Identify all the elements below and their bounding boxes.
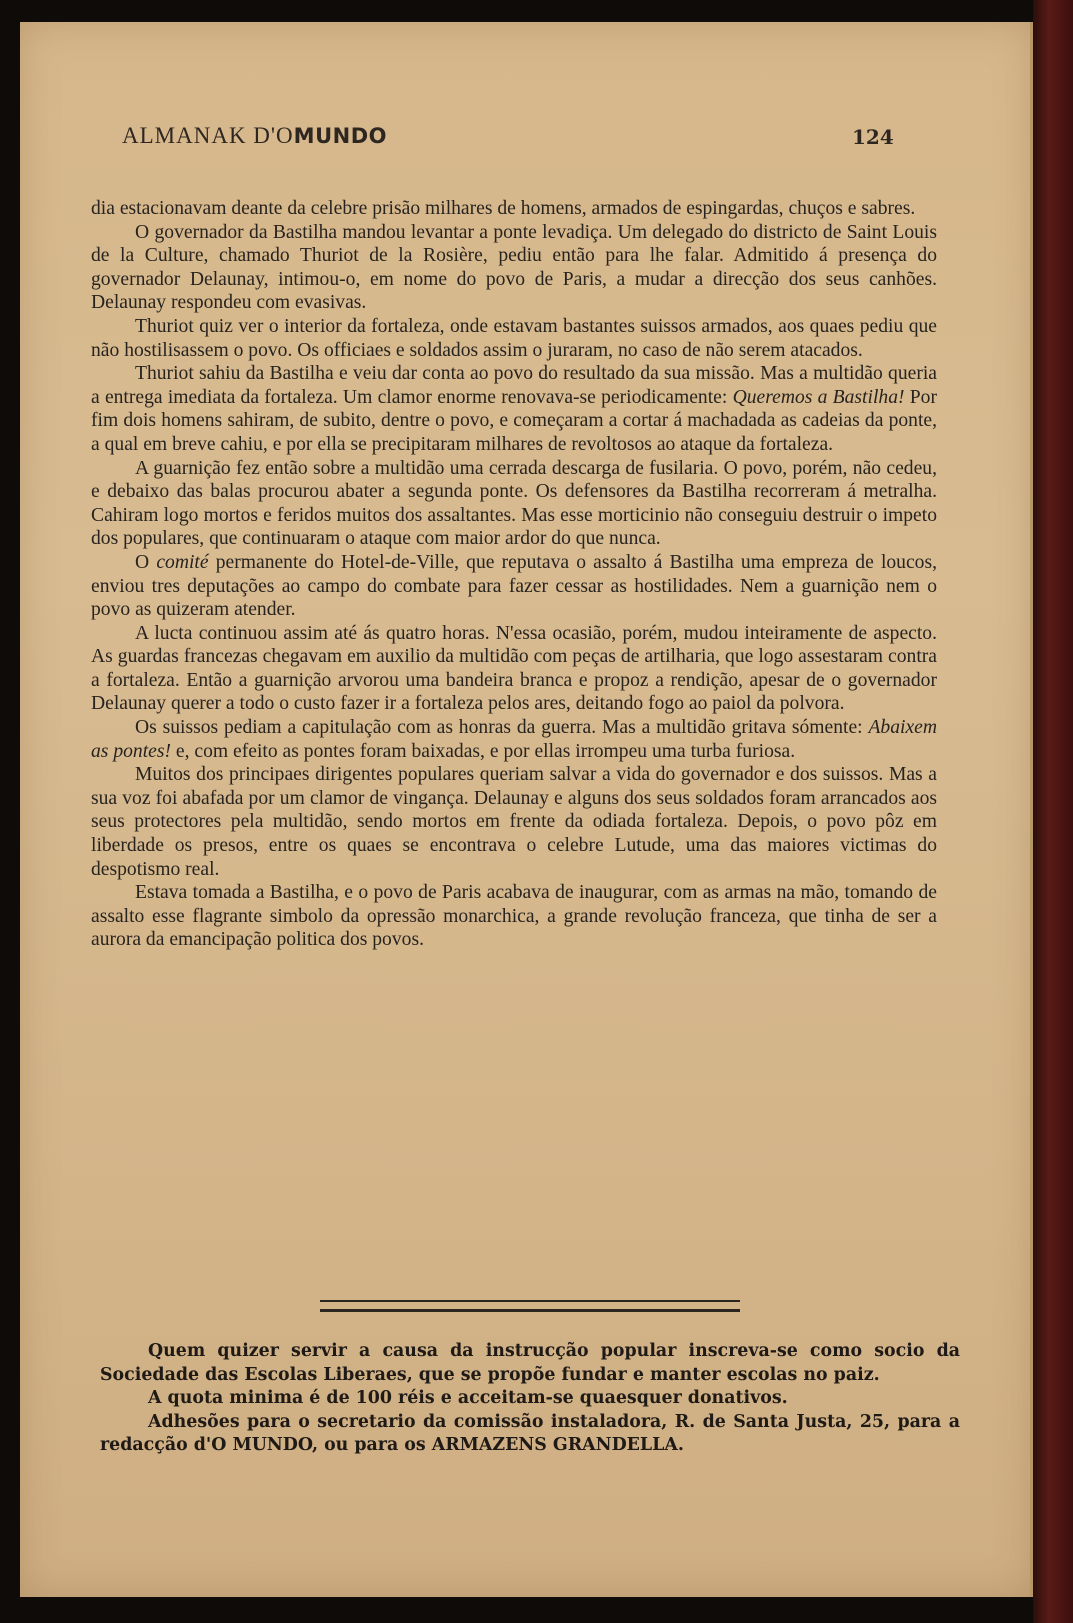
running-header [122,123,922,157]
notice-paragraph-3: Adhesões para o secretario da comissão instaladora, R. de Santa Justa, 25, para a redacção d'O MUNDO, ou para os ARMAZENS GRANDELLA. [100,1411,960,1456]
paragraph-3: Thuriot quiz ver o interior da fortaleza, onde estavam bastantes suissos armados, aos quaes pediu que não hostilisassem o povo. Os officiaes e soldados assim o juraram, no caso de não serem atacados. [91,315,937,361]
notice-paragraph-1: Quem quizer servir a causa da instrucção popular inscreva-se como socio da Sociedade das Escolas Liberaes, que se propõe fundar e manter escolas no paiz. [100,1341,960,1385]
article-body [91,197,937,952]
paragraph-8-text-a: Os suissos pediam a capitulação com as honras da guerra. Mas a multidão gritava sómente: [135,717,863,739]
paragraph-6-text-a: O [135,551,150,573]
running-title-prefix: ALMANAK D'O [122,123,294,148]
running-title-brand: MUNDO [293,124,387,148]
section-divider [320,1300,740,1312]
paragraph-8-quote: Abaixem as pontes! [91,717,937,762]
paragraph-4-quote: Queremos a Bastilha! [732,386,905,408]
paragraph-5: A guarnição fez então sobre a multidão uma cerrada descarga de fusilaria. O povo, porém, não cedeu, e debaixo das balas procurou abater a segunda ponte. Os defensores da Bastilha recorreram á metralha. Cahiram logo mortos e feridos muitos dos assaltantes. Mas esse morticinio não conseguiu destruir o impeto dos populares, que continuaram o ataque com maior ardor do que nunca. [91,457,937,550]
paragraph-4 [91,362,937,456]
society-notice [100,1340,960,1458]
page-number: 124 [852,125,894,149]
paragraph-4-text-a: Thuriot sahiu da Bastilha e veiu dar conta ao povo do resultado da sua missão. Mas a multidão queria a entrega imediata da fortaleza. Um clamor enorme renovava-se periodicamente: [91,363,937,408]
running-title [122,123,387,149]
paragraph-7: A lucta continuou assim até ás quatro horas. N'essa ocasião, porém, mudou inteiramente de aspecto. As guardas francezas chegavam em auxilio da multidão com peças de artilharia, que logo assestaram contra a fortaleza. Então a guarnição arvorou uma bandeira branca e propoz a rendição, apesar de o governador Delaunay querer a todo o custo fazer ir a fortaleza pelos ares, deitando fogo ao paiol da polvora. [91,622,937,715]
binding-edge [1033,0,1073,1623]
paragraph-6-text-b: permanente do Hotel-de-Ville, que reputava o assalto á Bastilha uma empreza de loucos, enviou tres deputações ao campo do combate para fazer cessar as hostilidades. Nem a guarnição nem o povo as quizeram atender. [91,551,937,621]
paragraph-8-text-b: e, com efeito as pontes foram baixadas, e por ellas irrompeu uma turba furiosa. [175,740,796,762]
notice-paragraph-2: A quota minima é de 100 réis e acceitam-se quaesquer donativos. [148,1388,788,1409]
paragraph-2: O governador da Bastilha mandou levantar a ponte levadiça. Um delegado do districto de Saint Louis de la Culture, chamado Thuriot de la Rosière, pediu então para lhe falar. Admitido á presença do governador Delaunay, intimou-o, em nome do povo de Paris, a mudar a direcção dos seus canhões. Delaunay respondeu com evasivas. [91,221,937,314]
paragraph-4-text-b: Por fim dois homens sahiram, de subito, dentre o povo, e começaram a cortar á machadada as cadeias da ponte, a qual em breve cahiu, e por ella se precipitaram milhares de revoltosos ao ataque da fortaleza. [91,386,937,455]
paragraph-6 [91,551,937,622]
paragraph-1: dia estacionavam deante da celebre prisão milhares de homens, armados de espingardas, chuços e sabres. [91,198,916,219]
paragraph-10: Estava tomada a Bastilha, e o povo de Paris acabava de inaugurar, com as armas na mão, tomando de assalto esse flagrante simbolo da opressão monarchica, a grande revolução franceza, que tinha de ser a aurora da emancipação politica dos povos. [91,882,937,951]
paragraph-9: Muitos dos principaes dirigentes populares queriam salvar a vida do governador e dos suissos. Mas a sua voz foi abafada por um clamor de vingança. Delaunay e alguns dos seus soldados foram arrancados aos seus protectores pela multidão, sendo mortos em frente da odiada fortaleza. Depois, o povo pôz em liberdade os presos, entre os quaes se encontrava o celebre Lutude, uma das maiores victimas do despotismo real. [91,764,937,880]
paragraph-8 [91,716,937,763]
paragraph-6-term: comité [156,551,209,573]
